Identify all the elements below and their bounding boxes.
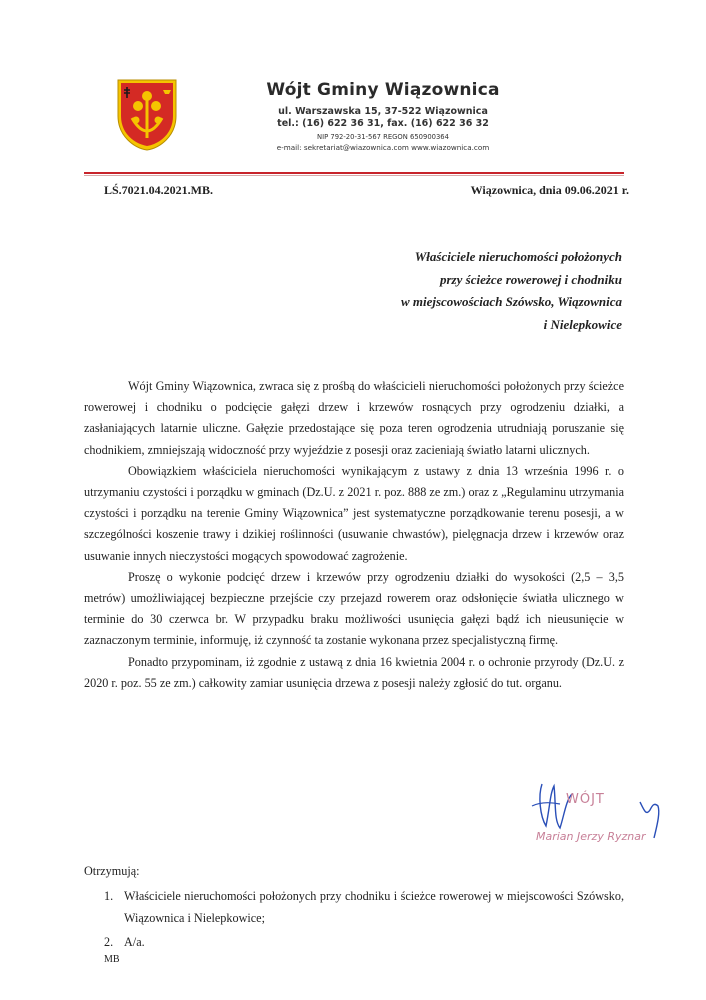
office-registry: NIP 792-20-31-567 REGON 650900364 <box>317 133 449 141</box>
list-item-number: 2. <box>104 935 114 949</box>
addressee-block <box>340 246 622 336</box>
stamp-title: WÓJT <box>566 792 605 807</box>
addressee-line: Właściciele nieruchomości położonych <box>414 249 622 264</box>
addressee-line: i Nielepkowice <box>543 316 622 332</box>
office-phone: tel.: (16) 622 36 31, fax. (16) 622 36 32 <box>277 118 489 129</box>
office-contact: e-mail: sekretariat@wiazownica.com www.wiazownica.com <box>276 143 490 152</box>
author-initials: MB <box>104 954 120 965</box>
letter-date: Wiązownica, dnia 09.06.2021 r. <box>470 183 629 197</box>
office-title: Wójt Gminy Wiązownica <box>266 80 500 100</box>
body-paragraph: Wójt Gminy Wiązownica, zwraca się z prośbą do właścicieli nieruchomości położonych przy ścieżce rowerowej i chodniku o podcięcie gałęzi drzew i krzewów rosnących przy ogrodzeniu działki, a zasłaniających latarnie uliczne. Gałęzie przedostające się poza teren ogrodzenia utrudniają poruszanie się chodnikiem, zmniejszają widoczność przy wyjeździe z posesji oraz zacieniają światło latarni ulicznych. <box>84 379 624 457</box>
body-paragraph: Ponadto przypominam, iż zgodnie z ustawą z dnia 16 kwietnia 2004 r. o ochronie przyrody (Dz.U. z 2020 r. poz. 55 ze zm.) całkowity zamiar usunięcia drzewa z posesji należy zgłosić do tut. organu. <box>84 654 624 690</box>
list-item-number: 1. <box>104 889 114 903</box>
addressee-line: w miejscowościach Szówsko, Wiązownica <box>400 294 622 309</box>
letter-body <box>84 376 624 694</box>
body-paragraph: Obowiązkiem właściciela nieruchomości wynikającym z ustawy z dnia 13 września 1996 r. o utrzymaniu czystości i porządku w gminach (Dz.U. z 2021 r. poz. 888 ze zm.) oraz z „Regulaminu utrzymania czystości i porządku na terenie Gminy Wiązownica” jest systematyczne porządkowanie terenu posesji, a w szczególności koszenie trawy i dzikiej roślinności (usuwanie chwastów), pielęgnacja drzew i krzewów oraz usuwanie innych nieczystości mogących spowodować zagrożenie. <box>84 463 624 563</box>
list-item <box>84 886 624 929</box>
addressee-line: przy ścieżce rowerowej i chodniku <box>440 271 622 287</box>
header-divider <box>84 172 624 174</box>
body-paragraph: Proszę o wykonie podcięć drzew i krzewów przy ogrodzeniu działki do wysokości (2,5 – 3,5 metrów) umożliwiającej bezpieczne przejście czy przejazd rowerem oraz odsłonięcie światła ulicznego w terminie do 30 czerwca br. W przypadku braku możliwości usunięcia gałęzi bądź ich nieusunięcie w zaznaczonym terminie, informuję, iż czynność ta zostanie wykonana przez specjalistyczną firmę. <box>84 569 624 648</box>
recipients-title: Otrzymują: <box>84 864 140 878</box>
stamp-name: Marian Jerzy Ryznar <box>536 830 646 843</box>
recipients-list <box>84 886 624 954</box>
list-item <box>84 932 624 954</box>
header-divider-thin <box>84 175 624 176</box>
office-address: ul. Warszawska 15, 37-522 Wiązownica <box>278 106 488 117</box>
list-item-text: Właściciele nieruchomości położonych przy chodniku i ścieżce rowerowej w miejscowości Szówsko, Wiązownica i Nielepkowice; <box>124 889 624 925</box>
list-item-text: A/a. <box>124 935 145 949</box>
reference-number: LŚ.7021.04.2021.MB. <box>104 183 214 197</box>
